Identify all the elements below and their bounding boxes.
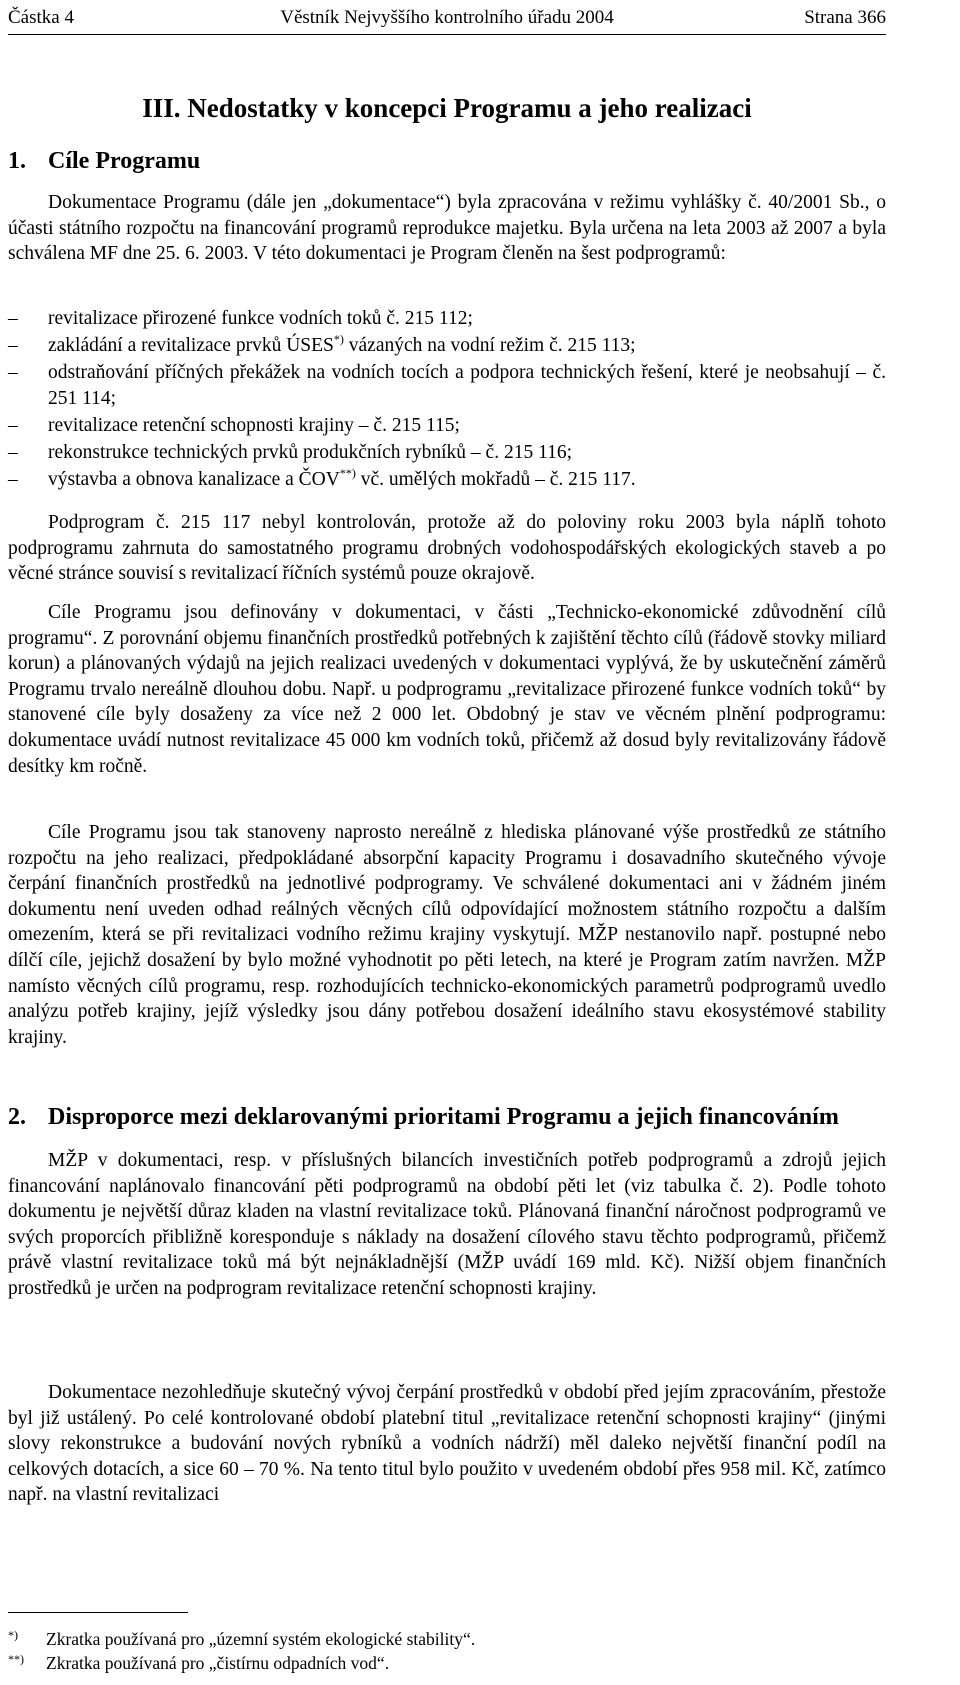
list-item: [8, 440, 886, 466]
list-item-text: odstraňování příčných překážek na vodních tocích a podpora technických řešení, které je neobsahují – č. 251 114;: [48, 362, 886, 409]
list-item-text: rekonstrukce technických prvků produkčních rybníků – č. 215 116;: [48, 442, 573, 463]
page-header: [8, 6, 886, 35]
footnote-ref: **): [339, 466, 356, 480]
paragraph: Cíle Programu jsou tak stanoveny naprosto nereálně z hlediska plánované výše prostředků ze státního rozpočtu na jeho realizaci, předpokládané absorpční kapacity Programu i dosavadního skutečného vývoje čerpání finančních prostředků na jednotlivé podprogramy. Ve schválené dokumentaci ani v žádném jiném dokumentu není uveden odhad reálných věcných cílů odpovídající možnostem státního rozpočtu a dalším omezením, která se při revitalizaci vodního režimu krajiny vyskytují. MŽP nestanovilo např. postupné nebo dílčí cíle, jejichž dosažení by bylo možné vyhodnotit po pěti letech, na které je Program zatím navržen. MŽP namísto věcných cílů programu, resp. rozhodujících technicko-ekonomických parametrů podprogramů uvedlo analýzu potřeb krajiny, jejíž výsledky jsou dány potřebou dosažení ideálního stavu ekosystémové stability krajiny.: [8, 822, 886, 1048]
list-item: [8, 333, 886, 359]
section-1-title: Cíle Programu: [48, 148, 201, 174]
paragraph: Podprogram č. 215 117 nebyl kontrolován, protože až do poloviny roku 2003 byla náplň tohoto podprogramu zahrnuta do samostatného programu drobných vodohospodářských ekologických staveb a po věcné stránce souvisí s revitalizací říčních systémů pouze okrajově.: [8, 512, 886, 585]
list-item-text: revitalizace přirozené funkce vodních toků č. 215 112;: [48, 308, 473, 329]
dash-bullet: –: [8, 362, 18, 383]
footnote-text: Zkratka používaná pro „územní systém ekologické stability“.: [46, 1629, 476, 1649]
list-item: [8, 306, 886, 332]
dash-bullet: –: [8, 442, 18, 463]
list-item-text: zakládání a revitalizace prvků ÚSES: [48, 335, 334, 356]
dash-bullet: –: [8, 308, 18, 329]
chapter-title: III. Nedostatky v koncepci Programu a jeho realizaci: [142, 93, 752, 123]
footnote: [8, 1648, 886, 1674]
section-2-title: Disproporce mezi deklarovanými prioritami Programu a jejich financováním: [48, 1104, 839, 1130]
paragraph: Dokumentace nezohledňuje skutečný vývoj čerpání prostředků v období před jejím zpracováním, přestože byl již ustálený. Po celé kontrolované období platební titul „revitalizace retenční schopnosti krajiny“ (jinými slovy rekonstrukce a budování nových rybníků a vodních nádrží) měl daleko největší finanční podíl na celkových dotacích, a sice 60 – 70 %. Na tento titul bylo použito v uvedeném období přes 958 mil. Kč, zatímco např. na vlastní revitalizaci: [8, 1382, 886, 1506]
section-1-heading: [8, 146, 886, 176]
footnote-mark: *): [8, 1628, 18, 1642]
list-item-text: vč. umělých mokřadů – č. 215 117.: [355, 469, 636, 490]
footnote-mark: **): [8, 1652, 24, 1666]
header-page-number: Strana 366: [804, 7, 886, 28]
footnote-divider: [8, 1612, 188, 1613]
list-item: [8, 360, 886, 412]
dash-bullet: –: [8, 469, 18, 490]
list-item-text: výstavba a obnova kanalizace a ČOV: [48, 469, 340, 490]
footnote: [8, 1624, 886, 1650]
section-2-heading: [8, 1102, 886, 1132]
dash-bullet: –: [8, 415, 18, 436]
footnote-ref: *): [333, 332, 344, 346]
list-item-text: revitalizace retenční schopnosti krajiny – č. 215 115;: [48, 415, 460, 436]
section-1-intro: Dokumentace Programu (dále jen „dokumentace“) byla zpracována v režimu vyhlášky č. 40/2001 Sb., o účasti státního rozpočtu na financování programů reprodukce majetku. Byla určena na leta 2003 až 2007 a byla schválena MF dne 25. 6. 2003. V této dokumentaci je Program členěn na šest podprogramů:: [8, 192, 886, 265]
subprogram-list: [8, 306, 886, 493]
footnote-text: Zkratka používaná pro „čistírnu odpadních vod“.: [46, 1653, 390, 1673]
paragraph: Cíle Programu jsou definovány v dokumentaci, v části „Technicko-ekonomické zdůvodnění cílů programu“. Z porovnání objemu finančních prostředků potřebných k zajištění těchto cílů (řádově stovky miliard korun) a plánovaných výdajů na jejich realizaci uvedených v dokumentaci vyplývá, že by uskutečnění záměrů Programu trvalo nereálně dlouhou dobu. Např. u podprogramu „revitalizace přirozené funkce vodních toků“ by stanovené cíle byly dosaženy za více než 2 000 let. Obdobný je stav ve věcném plnění podprogramu: dokumentace uvádí nutnost revitalizace 45 000 km vodních toků, přičemž až dosud byly revitalizovány řádově desítky km ročně.: [8, 602, 886, 777]
list-item-text: vázaných na vodní režim č. 215 113;: [343, 335, 636, 356]
list-item: [8, 467, 886, 493]
header-publication: Věstník Nejvyššího kontrolního úřadu 2004: [280, 7, 614, 28]
list-item: [8, 413, 886, 439]
paragraph: MŽP v dokumentaci, resp. v příslušných bilancích investičních potřeb podprogramů a zdrojů jejich financování naplánovalo financování pěti podprogramů na období pěti let (viz tabulka č. 2). Podle tohoto dokumentu je největší důraz kladen na vlastní revitalizace toků. Plánovaná finanční náročnost podprogramů ve svých proporcích přibližně koresponduje s náklady na dosažení cílového stavu těchto podprogramů, přičemž právě vlastní revitalizace toků má být nejnákladnější (MŽP uvádí 169 mld. Kč). Nižší objem finančních prostředků je určen na podprogram revitalizace retenční schopnosti krajiny.: [8, 1150, 886, 1299]
dash-bullet: –: [8, 335, 18, 356]
header-issue: Částka 4: [8, 7, 74, 28]
section-2-number: 2.: [8, 1104, 26, 1130]
section-1-number: 1.: [8, 148, 26, 174]
